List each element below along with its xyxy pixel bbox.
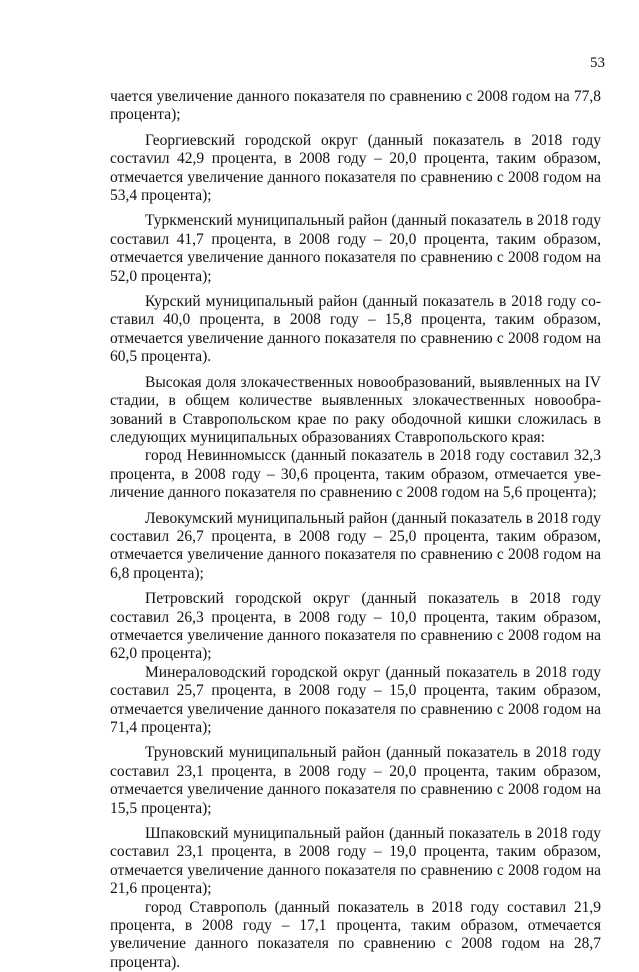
paragraph-continuation: чается увеличение данного показателя по сравнению с 2008 годом на 77,8 процента);: [110, 88, 601, 124]
paragraph-mineralovodsky: Минераловодский городской округ (данный показатель в 2018 году составил 25,7 процента, в 2008 году – 15,0 процента, таким образом, отмечается увеличение данного показателя по сравнению с 2008 годом на 71,4 процента);: [110, 663, 601, 736]
paragraph-petrovsky: Петровский городской округ (данный показатель в 2018 году составил 26,3 процента, в 2008 году – 10,0 процента, таким образом, отмечается увеличение данного показателя по сравнению с 2008 годом на 62,0 процента);: [110, 590, 601, 663]
page-number: 53: [590, 55, 605, 71]
paragraph-kursky: Курский муниципальный район (данный показатель в 2018 году составил 40,0 процента, в 2008 году – 15,8 процента, таким образом, отмечается увеличение данного показателя по сравнению с 2008 годом на 60,5 процента).: [110, 293, 601, 366]
paragraph-stavropol: город Ставрополь (данный показатель в 2018 году составил 21,9 процента, в 2008 году – 17,1 процента, таким образом, отмечается увеличение данного показателя по сравнению с 2008 годом на 28,7 процента).: [110, 898, 601, 971]
paragraph-nevinnomyssk: город Невинномысск (данный показатель в 2018 году составил 32,3 процента, в 2008 году – 30,6 процента, таким образом, отмечается увеличение данного показателя по сравнению с 2008 годом на 5,6 процента);: [110, 447, 601, 502]
paragraph-shpakovsky: Шпаковский муниципальный район (данный показатель в 2018 году составил 23,1 процента, в 2008 году – 19,0 процента, таким образом, отмечается увеличение данного показателя по сравнению с 2008 годом на 21,6 процента);: [110, 825, 601, 898]
paragraph-turkmensky: Туркменский муниципальный район (данный показатель в 2018 году составил 41,7 процента, в 2008 году – 20,0 процента, таким образом, отмечается увеличение данного показателя по сравнению с 2008 годом на 52,0 процента);: [110, 212, 601, 285]
document-body: [110, 88, 601, 972]
paragraph-trunovsky: Труновский муниципальный район (данный показатель в 2018 году составил 23,1 процента, в 2008 году – 20,0 процента, таким образом, отмечается увеличение данного показателя по сравнению с 2008 годом на 15,5 процента);: [110, 744, 601, 817]
paragraph-intro-colon-cancer: Высокая доля злокачественных новообразований, выявленных на IV стадии, в общем количестве выявленных злокачественных новообразований в Ставропольском крае по раку ободочной кишки сложилась в следующих муниципальных образованиях Ставропольского края:: [110, 373, 601, 446]
paragraph-levokumsky: Левокумский муниципальный район (данный показатель в 2018 году составил 26,7 процента, в 2008 году – 25,0 процента, таким образом, отмечается увеличение данного показателя по сравнению с 2008 годом на 6,8 процента);: [110, 509, 601, 582]
paragraph-georgievsky: Георгиевский городской округ (данный показатель в 2018 году состаvил 42,9 процента, в 2008 году – 20,0 процента, таким образом, отмечается увеличение данного показателя по сравнению с 2008 годом на 53,4 процента);: [110, 131, 601, 205]
